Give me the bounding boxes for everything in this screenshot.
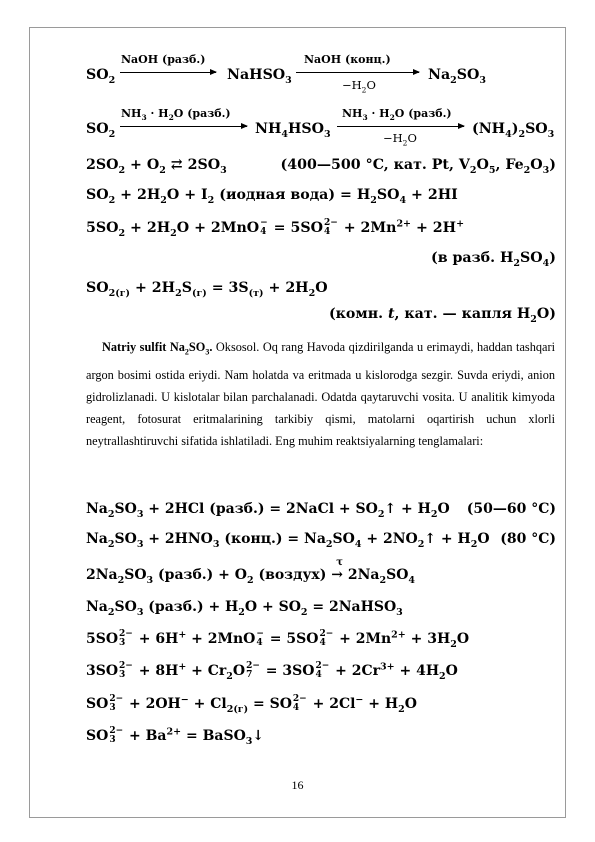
equation-sulfite-chlorine: SO 2− 3 + $2OH^- + Cl_{2(г)}$ = SO 2− 4 + $2Cl^- + H_2O$ [86, 694, 417, 715]
equation-na2so3-so2: $Na_2SO_3$ (разб.) + $H_2O + SO_2$ = 2NaHSO$_3$ [86, 599, 403, 618]
equation-condition: (400—500 °C, кат. Pt, $V_2O_5$, $Fe_2O_3$) [280, 157, 556, 176]
equation-na2so3-hcl: $Na_2SO_3 + 2HCl$ (разб.) = 2NaCl + $SO_2↑ + H_2O$ [86, 501, 450, 520]
arrow-label-naoh-dilute: NaOH (разб.) [121, 53, 206, 66]
equation-condition: (в разб. $H_2SO_4$) [430, 250, 556, 269]
paragraph-text: Oksosol. Oq rang Havoda qizdirilganda u erimaydi, haddan tashqari argon bosimi ostida eriydi. Nam holatda va eritmada u kislorodga sezgir. Suvda eriydi, anion gidrolizlanadi. U kislotalar bilan parchalanadi. Odatda qaytaruvchi vosita. U analitik kimyoda reagent, fotosurat eritmalarining tarkibiy qismi, matolarni oqartirish uchun xlorli neytrallashtiruvchi sifatida ishlatiladi. Eng muhim reaktsiyalarning tenglamalari: [86, 340, 555, 449]
reaction-arrow [337, 126, 464, 127]
equation-condition: (комн. t, кат. — капля $H_2O$) [328, 306, 556, 325]
arrow-label-nh3-h2o: $NH_3 \cdot H_2O$ (разб.) [121, 107, 231, 123]
product-na2so3: $Na_2SO_3$ [428, 67, 487, 86]
product-nh4hso3: $NH_4HSO_3$ [255, 121, 331, 140]
equation-condition: (50—60 °C) [466, 501, 556, 517]
arrow-label-nh3-h2o: $NH_3 \cdot H_2O$ (разб.) [342, 107, 452, 123]
equation-sulfite-permanganate: 5SO 2− 3 + 6H+ + 2MnO − 4 = 5SO 2− 4 + $2Mn^{2+} + 3H_2O$ [86, 629, 470, 650]
equation-so2-iodine: $SO_2 + 2H_2O + I_2$ (иодная вода) = $H_2SO_4 + 2HI$ [86, 187, 458, 206]
page-number: 16 [291, 778, 304, 792]
arrow-under-label: $-H_2O$ [383, 131, 417, 148]
product-nahso3: NaHSO$_3$ [227, 67, 292, 86]
arrow-label-naoh-conc: NaOH (конц.) [304, 53, 391, 66]
equation-na2so3-hno3: $Na_2SO_3 + 2HNO_3$ (конц.) = $Na_2SO_4$ + $2NO_2↑ + H_2O$ [86, 531, 490, 550]
equation-so2-h2s: $SO_{2(г)} + 2H_2S_{(г)} = 3S_{(т)} + 2H_2O$ [86, 280, 328, 299]
reaction-arrow [296, 72, 419, 73]
reaction-arrow [120, 72, 216, 73]
equation-so2-permanganate: $5SO_2 + 2H_2O + 2MnO$ − 4 = 5SO 2− 4 + $2Mn^{2+} + 2H^+$ [86, 218, 465, 239]
equation-sulfite-dichromate: 3SO 2− 3 + $8H^+ + Cr_2O$ 2− 7 = 3SO 2− 4 + $2Cr^{3+} + 4H_2O$ [86, 661, 458, 682]
reaction-arrow [120, 126, 247, 127]
description-paragraph [86, 336, 555, 452]
product-nh4-2so3: $(NH_4)_2SO_3$ [472, 121, 555, 140]
equation-so2-naoh: $SO_2$ [86, 67, 116, 86]
equation-sulfite-barium: SO 2− 3 + $Ba^{2+}$ = BaSO$_3$↓ [86, 726, 265, 747]
arrow-under-label: $-H_2O$ [342, 78, 376, 95]
equation-na2so3-oxygen: $2Na_2SO_3$ (разб.) + $O_2$ (воздух) τ → $2Na_2SO_4$ [86, 557, 416, 586]
equation-so2-nh3: $SO_2$ [86, 121, 116, 140]
equation-condition: (80 °C) [500, 531, 556, 547]
equation-so2-oxidation: $2SO_2 + O_2$ ⇄ $2SO_3$ [86, 157, 227, 176]
paragraph-title: Natriy sulfit $Na_2SO_3$. [102, 340, 213, 357]
